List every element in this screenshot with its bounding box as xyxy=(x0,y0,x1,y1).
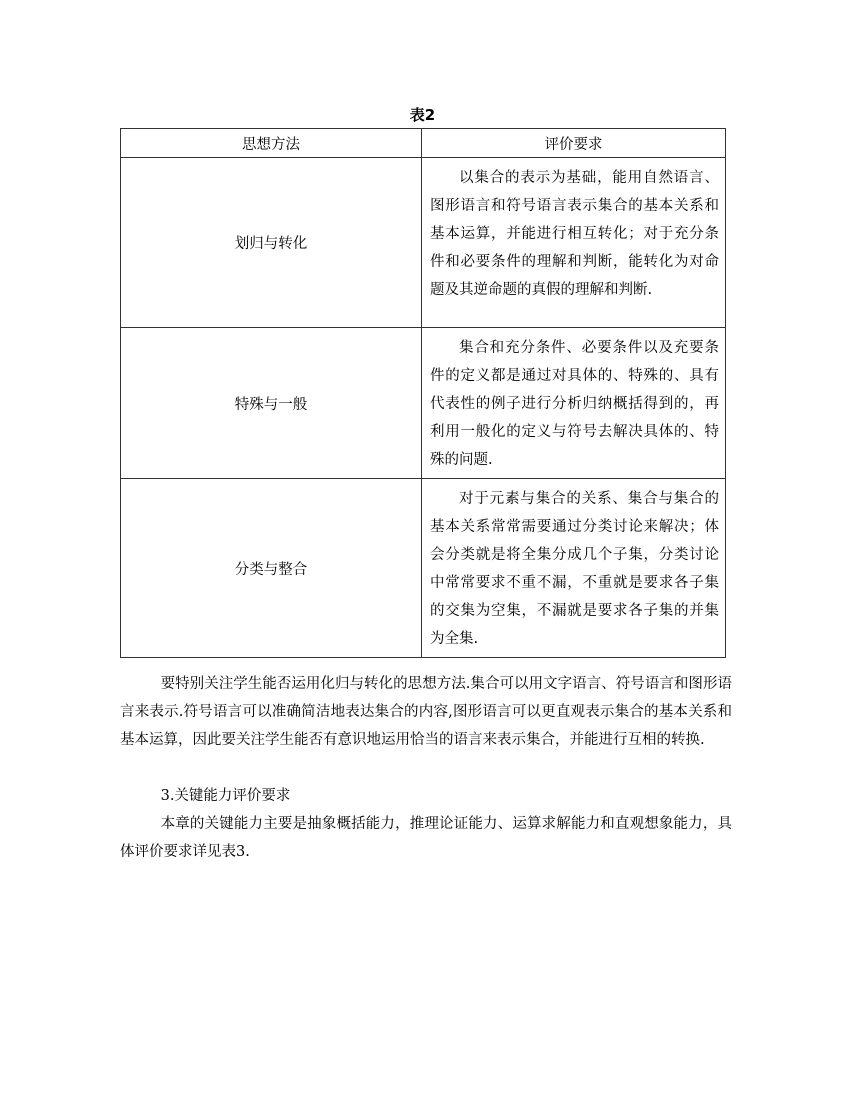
method-cell: 划归与转化 xyxy=(121,158,422,328)
header-method: 思想方法 xyxy=(121,129,422,158)
table-row xyxy=(121,479,726,658)
requirement-cell: 以集合的表示为基础，能用自然语言、图形语言和符号语言表示集合的基本关系和基本运算，并能进行相互转化；对于充分条件和必要条件的理解和判断，能转化为对命题及其逆命题的真假的理解和判断. xyxy=(422,158,726,328)
table-row xyxy=(121,328,726,479)
table-row xyxy=(121,158,726,328)
evaluation-table xyxy=(120,128,726,658)
body-paragraph: 本章的关键能力主要是抽象概括能力，推理论证能力、运算求解能力和直观想象能力，具体评价要求详见表3. xyxy=(120,816,732,860)
body-paragraph: 要特别关注学生能否运用化归与转化的思想方法.集合可以用文字语言、符号语言和图形语言来表示.符号语言可以准确简洁地表达集合的内容,图形语言可以更直观表示集合的基本关系和基本运算，因此要关注学生能否有意识地运用恰当的语言来表示集合，并能进行互相的转换. xyxy=(120,676,732,748)
header-requirement: 评价要求 xyxy=(422,129,726,158)
method-cell: 分类与整合 xyxy=(121,479,422,658)
requirement-cell: 对于元素与集合的关系、集合与集合的基本关系常常需要通过分类讨论来解决；体会分类就是将全集分成几个子集，分类讨论中常常要求不重不漏，不重就是要求各子集的交集为空集，不漏就是要求各子集的并集为全集. xyxy=(422,479,726,658)
method-cell: 特殊与一般 xyxy=(121,328,422,479)
section-heading: 3.关键能力评价要求 xyxy=(160,788,291,804)
requirement-cell: 集合和充分条件、必要条件以及充要条件的定义都是通过对具体的、特殊的、具有代表性的例子进行分析归纳概括得到的，再利用一般化的定义与符号去解决具体的、特殊的问题. xyxy=(422,328,726,479)
table-header-row xyxy=(121,129,726,158)
table-caption: 表2 xyxy=(409,106,436,124)
